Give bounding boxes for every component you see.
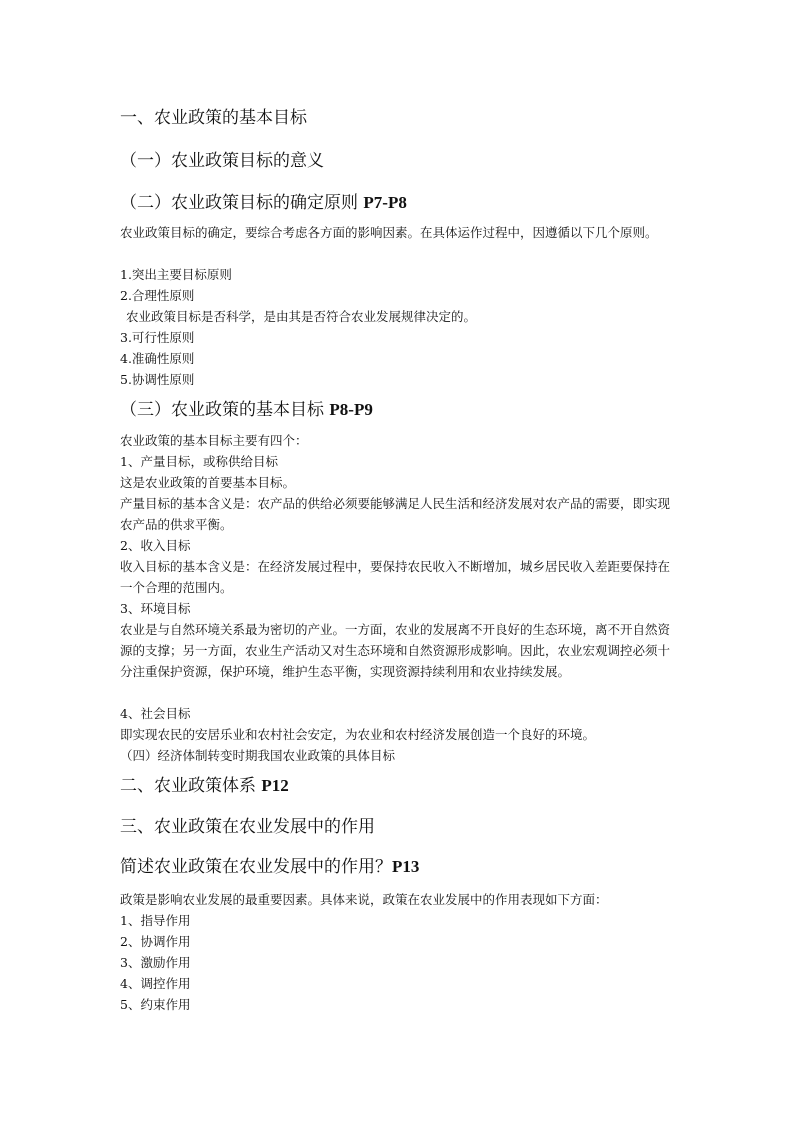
goal-2-text: 收入目标的基本含义是：在经济发展过程中，要保持农民收入不断增加，城乡居民收入差距要保持在一个合理的范围内。 — [120, 559, 671, 595]
goal-2-heading: 2、收入目标 — [120, 538, 191, 553]
subsection-heading-2-text: （二）农业政策目标的确定原则 — [120, 193, 364, 213]
paragraph-goals-intro: 农业政策的基本目标主要有四个： — [120, 433, 308, 448]
goal-4-text: 即实现农民的安居乐业和农村社会安定，为农业和农村经济发展创造一个良好的环境。 — [120, 727, 596, 742]
subsection-heading-1: （一）农业政策目标的意义 — [120, 151, 324, 171]
goal-3-heading: 3、环境目标 — [120, 601, 191, 616]
page-reference: P13 — [392, 857, 420, 876]
list-item-principle-2: 2.合理性原则 — [120, 288, 195, 303]
role-item-5: 5、约束作用 — [120, 997, 191, 1012]
subsection-heading-4: （四）经济体制转变时期我国农业政策的具体目标 — [120, 748, 396, 763]
question-heading — [120, 857, 419, 877]
page-reference: P8-P9 — [329, 400, 373, 419]
goal-3-text: 农业是与自然环境关系最为密切的产业。一方面，农业的发展离不开良好的生态环境，离不开自然资源的支撑；另一方面，农业生产活动又对生态环境和自然资源形成影响。因此，农业宏观调控必须十分注重保护资源，保护环境，维护生态平衡，实现资源持续利用和农业持续发展。 — [120, 622, 671, 679]
section-heading-3: 三、农业政策在农业发展中的作用 — [120, 817, 375, 837]
role-item-1: 1、指导作用 — [120, 913, 191, 928]
goal-1-heading: 1、产量目标，或称供给目标 — [120, 454, 278, 469]
page-reference: P7-P8 — [363, 193, 407, 212]
section-heading-2 — [120, 776, 289, 796]
paragraph-roles-intro: 政策是影响农业发展的最重要因素。具体来说，政策在农业发展中的作用表现如下方面： — [120, 892, 608, 907]
section-heading-2-text: 二、农业政策体系 — [120, 776, 262, 796]
subsection-heading-2 — [120, 193, 407, 213]
goal-4-heading: 4、社会目标 — [120, 706, 191, 721]
subsection-heading-3-text: （三）农业政策的基本目标 — [120, 400, 330, 420]
paragraph-principles-intro: 农业政策目标的确定，要综合考虑各方面的影响因素。在具体运作过程中，因遵循以下几个原则。 — [120, 225, 658, 240]
goal-1-text-b: 产量目标的基本含义是：农产品的供给必须要能够满足人民生活和经济发展对农产品的需要，即实现农产品的供求平衡。 — [120, 496, 671, 532]
section-heading-1: 一、农业政策的基本目标 — [120, 108, 307, 128]
page-reference: P12 — [261, 776, 289, 795]
list-item-principle-4: 4.准确性原则 — [120, 351, 195, 366]
role-item-4: 4、调控作用 — [120, 976, 191, 991]
subsection-heading-3 — [120, 400, 373, 420]
list-item-principle-5: 5.协调性原则 — [120, 372, 195, 387]
list-item-principle-3: 3.可行性原则 — [120, 330, 195, 345]
list-item-principle-1: 1.突出主要目标原则 — [120, 267, 232, 282]
role-item-2: 2、协调作用 — [120, 934, 191, 949]
question-heading-text: 简述农业政策在农业发展中的作用？ — [120, 857, 392, 877]
goal-1-text-a: 这是农业政策的首要基本目标。 — [120, 475, 296, 490]
principle-2-description: 农业政策目标是否科学，是由其是否符合农业发展规律决定的。 — [126, 309, 477, 324]
role-item-3: 3、激励作用 — [120, 955, 191, 970]
